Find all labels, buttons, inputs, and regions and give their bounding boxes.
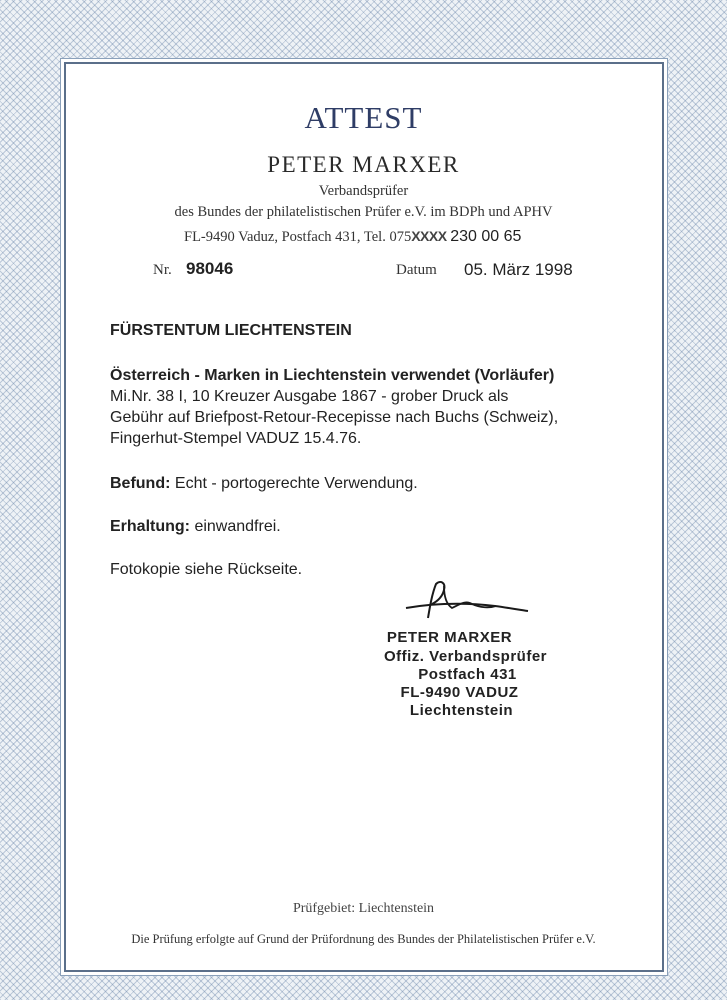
befund-label: Befund: (110, 475, 171, 492)
handwritten-signature (400, 578, 540, 628)
pruefgebiet: Prüfgebiet: Liechtenstein (292, 901, 435, 916)
examiner-name: PETER MARXER (267, 152, 460, 177)
subject-line: Österreich - Marken in Liechtenstein verwendet (Vorläufer) (110, 367, 555, 384)
erhaltung-value: einwandfrei. (194, 518, 281, 535)
examiner-role: Verbandsprüfer (318, 183, 409, 199)
nr-label: Nr. (153, 262, 172, 278)
befund-value: Echt - portogerechte Verwendung. (174, 475, 418, 492)
certificate-date: 05. März 1998 (464, 260, 573, 279)
photocopy-note: Fotokopie siehe Rückseite. (110, 561, 303, 578)
description-line: Mi.Nr. 38 I, 10 Kreuzer Ausgabe 1867 - grober Druck als (110, 388, 509, 405)
certificate-number: 98046 (186, 259, 234, 278)
description-line: Fingerhut-Stempel VADUZ 15.4.76. (110, 430, 362, 447)
befund-line (110, 475, 418, 493)
phone-number: 230 00 65 (450, 228, 522, 245)
address-prefix: FL-9490 Vaduz, Postfach 431, Tel. 075 (184, 229, 412, 245)
datum-label: Datum (396, 262, 437, 278)
stamp-line: Liechtenstein (409, 702, 514, 719)
examiner-association: des Bundes der philatelistischen Prüfer e.V. im BDPh und APHV (174, 204, 553, 220)
description-line: Gebühr auf Briefpost-Retour-Recepisse nach Buchs (Schweiz), (110, 409, 559, 426)
stamp-line: Offiz. Verbandsprüfer (383, 648, 548, 665)
stamp-line: Postfach 431 (418, 666, 517, 683)
country-heading: FÜRSTENTUM LIECHTENSTEIN (110, 322, 352, 339)
stamp-line: PETER MARXER (386, 629, 513, 646)
certificate-title: ATTEST (304, 100, 423, 135)
phone-mask: XXXX (411, 228, 447, 244)
erhaltung-line (110, 518, 281, 536)
examiner-address (184, 228, 521, 246)
stamp-line: FL-9490 VADUZ (400, 684, 519, 701)
erhaltung-label: Erhaltung: (110, 518, 190, 535)
footer-notice: Die Prüfung erfolgte auf Grund der Prüfordnung des Bundes der Philatelistischen Prüfer e.V. (131, 932, 596, 946)
